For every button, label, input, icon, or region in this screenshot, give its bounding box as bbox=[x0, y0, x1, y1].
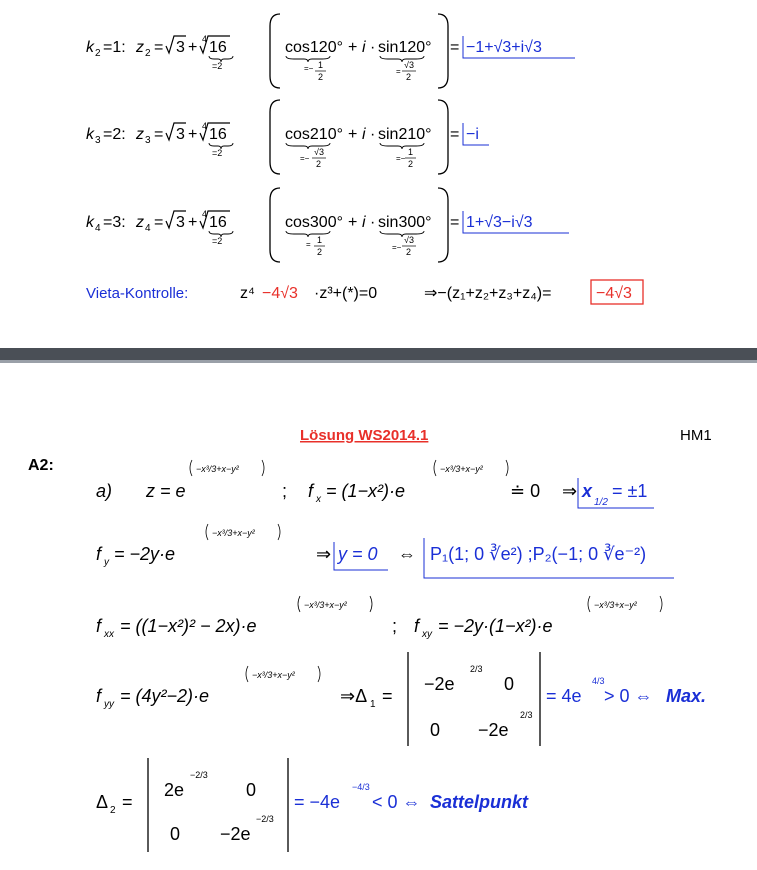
separator-shadow bbox=[0, 360, 757, 363]
dot: · bbox=[370, 126, 376, 143]
line-fxx bbox=[96, 596, 662, 640]
z-label: z bbox=[136, 39, 144, 56]
z-subscript: 2 bbox=[145, 48, 151, 59]
fyy-subscript: yy bbox=[104, 699, 114, 710]
dot: · bbox=[370, 214, 376, 231]
underbrace bbox=[380, 231, 424, 237]
plus: + bbox=[188, 126, 198, 143]
vieta-sum: ⇒−(z₁+z₂+z₃+z₄)= bbox=[424, 285, 552, 302]
result-value: −1+√3+i√3 bbox=[466, 39, 542, 56]
exponent: −x³/3+x−y² bbox=[212, 528, 255, 538]
line-fyy bbox=[96, 652, 706, 746]
k-value: =2: bbox=[103, 126, 126, 143]
plus: + bbox=[188, 214, 198, 231]
course-label: HM1 bbox=[680, 427, 712, 444]
fyy-label: f bbox=[96, 686, 102, 706]
k-value: =1: bbox=[103, 39, 126, 56]
solution-subscript: 1/2 bbox=[594, 497, 608, 508]
fraction-den: 2 bbox=[318, 72, 324, 82]
implies-delta: ⇒Δ bbox=[340, 686, 368, 706]
part-label: a) bbox=[96, 481, 113, 501]
fy-rhs: = −2y·e bbox=[114, 544, 176, 564]
fraction-den: 2 bbox=[406, 72, 412, 82]
sqrt3-value: 3 bbox=[176, 39, 185, 56]
underbrace-label: =2 bbox=[212, 236, 223, 246]
root16-value: 16 bbox=[209, 39, 227, 56]
k-label: k bbox=[86, 39, 94, 56]
separator-semicolon: ; bbox=[392, 616, 398, 636]
sin-term: sin120° bbox=[378, 39, 432, 56]
root-row-k4 bbox=[86, 188, 569, 262]
imag-unit: i bbox=[362, 39, 366, 56]
matrix-a11: −2e bbox=[424, 674, 455, 694]
fy-subscript: y bbox=[104, 557, 109, 568]
matrix-a11: 2e bbox=[164, 780, 185, 800]
fraction-den: 2 bbox=[408, 159, 414, 169]
right-paren bbox=[438, 14, 448, 88]
underbrace bbox=[286, 56, 330, 62]
implies-arrow: ⇒ bbox=[316, 544, 332, 564]
fraction-sign: =− bbox=[300, 154, 310, 163]
root-row-k2 bbox=[86, 14, 575, 88]
k-value: =3: bbox=[103, 214, 126, 231]
equals: = bbox=[382, 686, 393, 706]
sin-term: sin300° bbox=[378, 214, 432, 231]
underbrace-label: =2 bbox=[212, 148, 223, 158]
k-label: k bbox=[86, 126, 94, 143]
fxx-subscript: xx bbox=[104, 629, 114, 640]
matrix-a22: −2e bbox=[478, 720, 509, 740]
fxx-rhs: = ((1−x²)² − 2x)·e bbox=[120, 616, 257, 636]
root16-value: 16 bbox=[209, 126, 227, 143]
delta1-result-exp: 4/3 bbox=[592, 676, 605, 686]
equals: = bbox=[154, 39, 164, 56]
sin-term: sin210° bbox=[378, 126, 432, 143]
fraction-num: √3 bbox=[404, 60, 414, 70]
fraction-den: 2 bbox=[406, 247, 412, 257]
matrix-a11-exp: −2/3 bbox=[190, 770, 208, 780]
vieta-label: Vieta-Kontrolle: bbox=[86, 285, 189, 302]
line-a bbox=[96, 460, 654, 508]
cos-term: cos300° bbox=[285, 214, 343, 231]
fraction-num: √3 bbox=[314, 147, 324, 157]
cos-term: cos210° bbox=[285, 126, 343, 143]
z-subscript: 4 bbox=[145, 223, 151, 234]
right-paren bbox=[438, 188, 448, 262]
equiv-arrow: ⇔ bbox=[398, 544, 416, 564]
exponent: −x³/3+x−y² bbox=[196, 464, 239, 474]
vieta-line bbox=[86, 280, 643, 304]
exponent: −x³/3+x−y² bbox=[252, 670, 295, 680]
separator-bar bbox=[0, 348, 757, 360]
vieta-result: −4√3 bbox=[596, 285, 632, 302]
exponent: −x³/3+x−y² bbox=[304, 600, 347, 610]
imag-unit: i bbox=[362, 126, 366, 143]
root-index: 4 bbox=[202, 209, 208, 219]
fraction-num: √3 bbox=[404, 235, 414, 245]
result-value: 1+√3−i√3 bbox=[466, 214, 533, 231]
page-title: Lösung WS2014.1 bbox=[300, 427, 429, 444]
delta2-label: Δ bbox=[96, 792, 109, 812]
dot: · bbox=[370, 39, 376, 56]
separator-semicolon: ; bbox=[282, 481, 288, 501]
fraction-num: 1 bbox=[408, 147, 414, 157]
k-subscript: 2 bbox=[95, 48, 101, 59]
fx-subscript: x bbox=[316, 494, 321, 505]
delta2-verdict: Sattelpunkt bbox=[430, 792, 529, 812]
matrix-a22-exp: −2/3 bbox=[256, 814, 274, 824]
z-equals-e: z = e bbox=[146, 481, 186, 501]
task-label: A2: bbox=[28, 457, 54, 474]
page-header bbox=[28, 427, 712, 474]
line-fy bbox=[96, 524, 674, 578]
underbrace bbox=[286, 231, 330, 237]
fyy-rhs: = (4y²−2)·e bbox=[120, 686, 210, 706]
k-label: k bbox=[86, 214, 94, 231]
cos-term: cos120° bbox=[285, 39, 343, 56]
delta1-result: = 4e bbox=[546, 686, 582, 706]
fraction-den: 2 bbox=[317, 247, 323, 257]
fraction-sign: = bbox=[396, 67, 401, 76]
root-index: 4 bbox=[202, 121, 208, 131]
matrix-a21: 0 bbox=[170, 824, 181, 844]
exponent: −x³/3+x−y² bbox=[440, 464, 483, 474]
plus: + bbox=[348, 39, 358, 56]
fraction-sign: =− bbox=[396, 154, 406, 163]
delta2-subscript: 2 bbox=[110, 805, 116, 816]
root-index: 4 bbox=[202, 34, 208, 44]
result-value: −i bbox=[466, 126, 479, 143]
solution-x: x bbox=[582, 481, 593, 501]
equals: = bbox=[450, 39, 460, 56]
fxy-rhs: = −2y·(1−x²)·e bbox=[438, 616, 553, 636]
page-separator bbox=[0, 348, 757, 363]
fraction-sign: =− bbox=[304, 64, 314, 73]
equals: = bbox=[154, 126, 164, 143]
vieta-coefficient: −4√3 bbox=[262, 285, 298, 302]
matrix-a12: 0 bbox=[246, 780, 257, 800]
fy-label: f bbox=[96, 544, 102, 564]
sqrt3-value: 3 bbox=[176, 214, 185, 231]
implies-arrow: ⇒ bbox=[562, 481, 578, 501]
delta-subscript: 1 bbox=[370, 699, 376, 710]
underbrace bbox=[380, 56, 424, 62]
root-row-k3 bbox=[86, 100, 489, 174]
plus: + bbox=[348, 214, 358, 231]
delta2-result: = −4e bbox=[294, 792, 341, 812]
equals: = bbox=[154, 214, 164, 231]
plus: + bbox=[348, 126, 358, 143]
k-subscript: 3 bbox=[95, 135, 101, 146]
fxy-subscript: xy bbox=[422, 629, 432, 640]
left-paren bbox=[270, 188, 280, 262]
vieta-rest: ·z³+(*)=0 bbox=[314, 285, 378, 302]
left-paren bbox=[270, 100, 280, 174]
vieta-z4: z⁴ bbox=[240, 285, 255, 302]
line-delta2 bbox=[96, 758, 529, 852]
fraction-sign: =− bbox=[392, 243, 402, 252]
delta2-result-exp: −4/3 bbox=[352, 782, 370, 792]
fraction-den: 2 bbox=[316, 159, 322, 169]
left-paren bbox=[270, 14, 280, 88]
fraction-num: 1 bbox=[317, 235, 323, 245]
z-label: z bbox=[136, 214, 144, 231]
plus: + bbox=[188, 39, 198, 56]
matrix-a21: 0 bbox=[430, 720, 441, 740]
z-subscript: 3 bbox=[145, 135, 151, 146]
matrix-a12: 0 bbox=[504, 674, 515, 694]
k-subscript: 4 bbox=[95, 223, 101, 234]
matrix-a22: −2e bbox=[220, 824, 251, 844]
root16-value: 16 bbox=[209, 214, 227, 231]
imag-unit: i bbox=[362, 214, 366, 231]
fxy-label: f bbox=[414, 616, 420, 636]
underbrace bbox=[380, 143, 424, 149]
solution-y: y = 0 bbox=[338, 544, 378, 564]
right-paren bbox=[438, 100, 448, 174]
exponent: −x³/3+x−y² bbox=[594, 600, 637, 610]
matrix-a11-exp: 2/3 bbox=[470, 664, 483, 674]
z-label: z bbox=[136, 126, 144, 143]
dot-equals-zero: ≐ 0 bbox=[510, 481, 541, 501]
equals: = bbox=[450, 126, 460, 143]
critical-points: P₁(1; 0 ∛e²) ;P₂(−1; 0 ∛e⁻²) bbox=[430, 544, 647, 564]
fraction-num: 1 bbox=[318, 60, 324, 70]
solution-value: = ±1 bbox=[612, 481, 648, 501]
delta2-tail: < 0 ⇔ bbox=[372, 792, 421, 812]
fx-rhs: = (1−x²)·e bbox=[326, 481, 406, 501]
fx-label: f bbox=[308, 481, 314, 501]
underbrace-label: =2 bbox=[212, 61, 223, 71]
equals: = bbox=[450, 214, 460, 231]
equals: = bbox=[122, 792, 133, 812]
sqrt3-value: 3 bbox=[176, 126, 185, 143]
delta1-tail: > 0 ⇔ bbox=[604, 686, 653, 706]
fraction-sign: = bbox=[306, 240, 311, 249]
delta1-verdict: Max. bbox=[666, 686, 707, 706]
matrix-a22-exp: 2/3 bbox=[520, 710, 533, 720]
fxx-label: f bbox=[96, 616, 102, 636]
